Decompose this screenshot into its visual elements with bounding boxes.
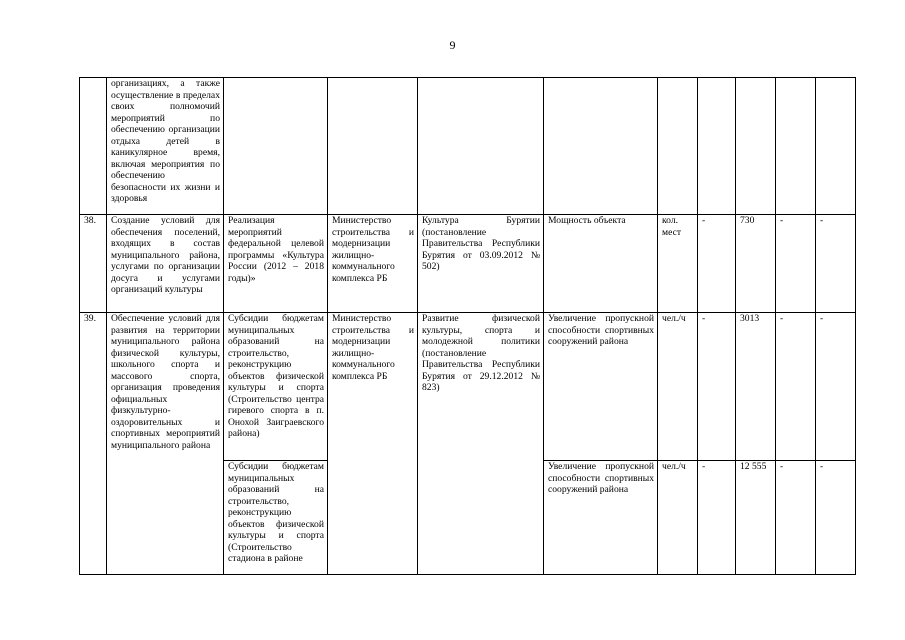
cell-measure: Субсидии бюджетам муниципальных образований на строительство, реконструкцию объектов физической культуры и спорта (Строительство центра гиревого спорта в п. Онохой Заиграевского района) [224, 313, 328, 461]
cell-measure: Субсидии бюджетам муниципальных образований на строительство, реконструкцию объектов физической культуры и спорта (Строительство стадиона в районе [224, 461, 328, 575]
cell-value: 3013 [736, 313, 776, 461]
cell-value [816, 78, 856, 215]
cell-value [698, 78, 736, 215]
cell-unit: чел./ч [658, 313, 698, 461]
row-number: 38. [80, 215, 107, 313]
cell-value [776, 78, 816, 215]
cell-program: Культура Бурятии (постановление Правительства Республики Бурятия от 03.09.2012 № 502) [418, 215, 544, 313]
cell-program: Развитие физической культуры, спорта и молодежной политики (постановление Правительства Республики Бурятия от 29.12.2012 № 823) [418, 313, 544, 575]
cell-measure: Реализация мероприятий федеральной целевой программы «Культура России (2012 – 2018 годы)» [224, 215, 328, 313]
cell-value: - [698, 313, 736, 461]
page-number: 9 [449, 38, 456, 52]
cell-value: - [816, 215, 856, 313]
cell-unit: кол. мест [658, 215, 698, 313]
cell-task: организациях, а также осуществление в пределах своих полномочий мероприятий по обеспечению организации отдыха детей в каникулярное время, включая мероприятия по обеспечению безопасности их жизни и здоровья [107, 78, 224, 215]
cell-value: - [698, 215, 736, 313]
row-number: 39. [80, 313, 107, 575]
table-row-38 [80, 215, 856, 313]
cell-indicator [544, 78, 658, 215]
cell-value: 730 [736, 215, 776, 313]
cell-executor: Министерство строительства и модернизации жилищно-коммунального комплекса РБ [328, 215, 418, 313]
cell-task: Обеспечение условий для развития на территории муниципального района физической культуры, школьного спорта и массового спорта, организация проведения официальных физкультурно-оздоровительных и спортивных мероприятий муниципального района [107, 313, 224, 575]
cell-unit: чел./ч [658, 461, 698, 575]
cell-value [736, 78, 776, 215]
cell-indicator: Увеличение пропускной способности спортивных сооружений района [544, 461, 658, 575]
cell-value: 12 555 [736, 461, 776, 575]
cell-task: Создание условий для обеспечения поселений, входящих в состав муниципального района, услугами по организации досуга и услугами организаций культуры [107, 215, 224, 313]
cell-num [80, 78, 107, 215]
table-row-39a [80, 313, 856, 461]
cell-value: - [776, 215, 816, 313]
cell-value: - [776, 313, 816, 461]
cell-measure [224, 78, 328, 215]
cell-indicator: Увеличение пропускной способности спортивных сооружений района [544, 313, 658, 461]
cell-program [418, 78, 544, 215]
cell-indicator: Мощность объекта [544, 215, 658, 313]
cell-value: - [816, 461, 856, 575]
program-table [79, 77, 856, 575]
cell-value: - [698, 461, 736, 575]
table-row-continuation [80, 78, 856, 215]
cell-value: - [816, 313, 856, 461]
cell-executor: Министерство строительства и модернизации жилищно-коммунального комплекса РБ [328, 313, 418, 575]
cell-unit [658, 78, 698, 215]
cell-executor [328, 78, 418, 215]
cell-value: - [776, 461, 816, 575]
